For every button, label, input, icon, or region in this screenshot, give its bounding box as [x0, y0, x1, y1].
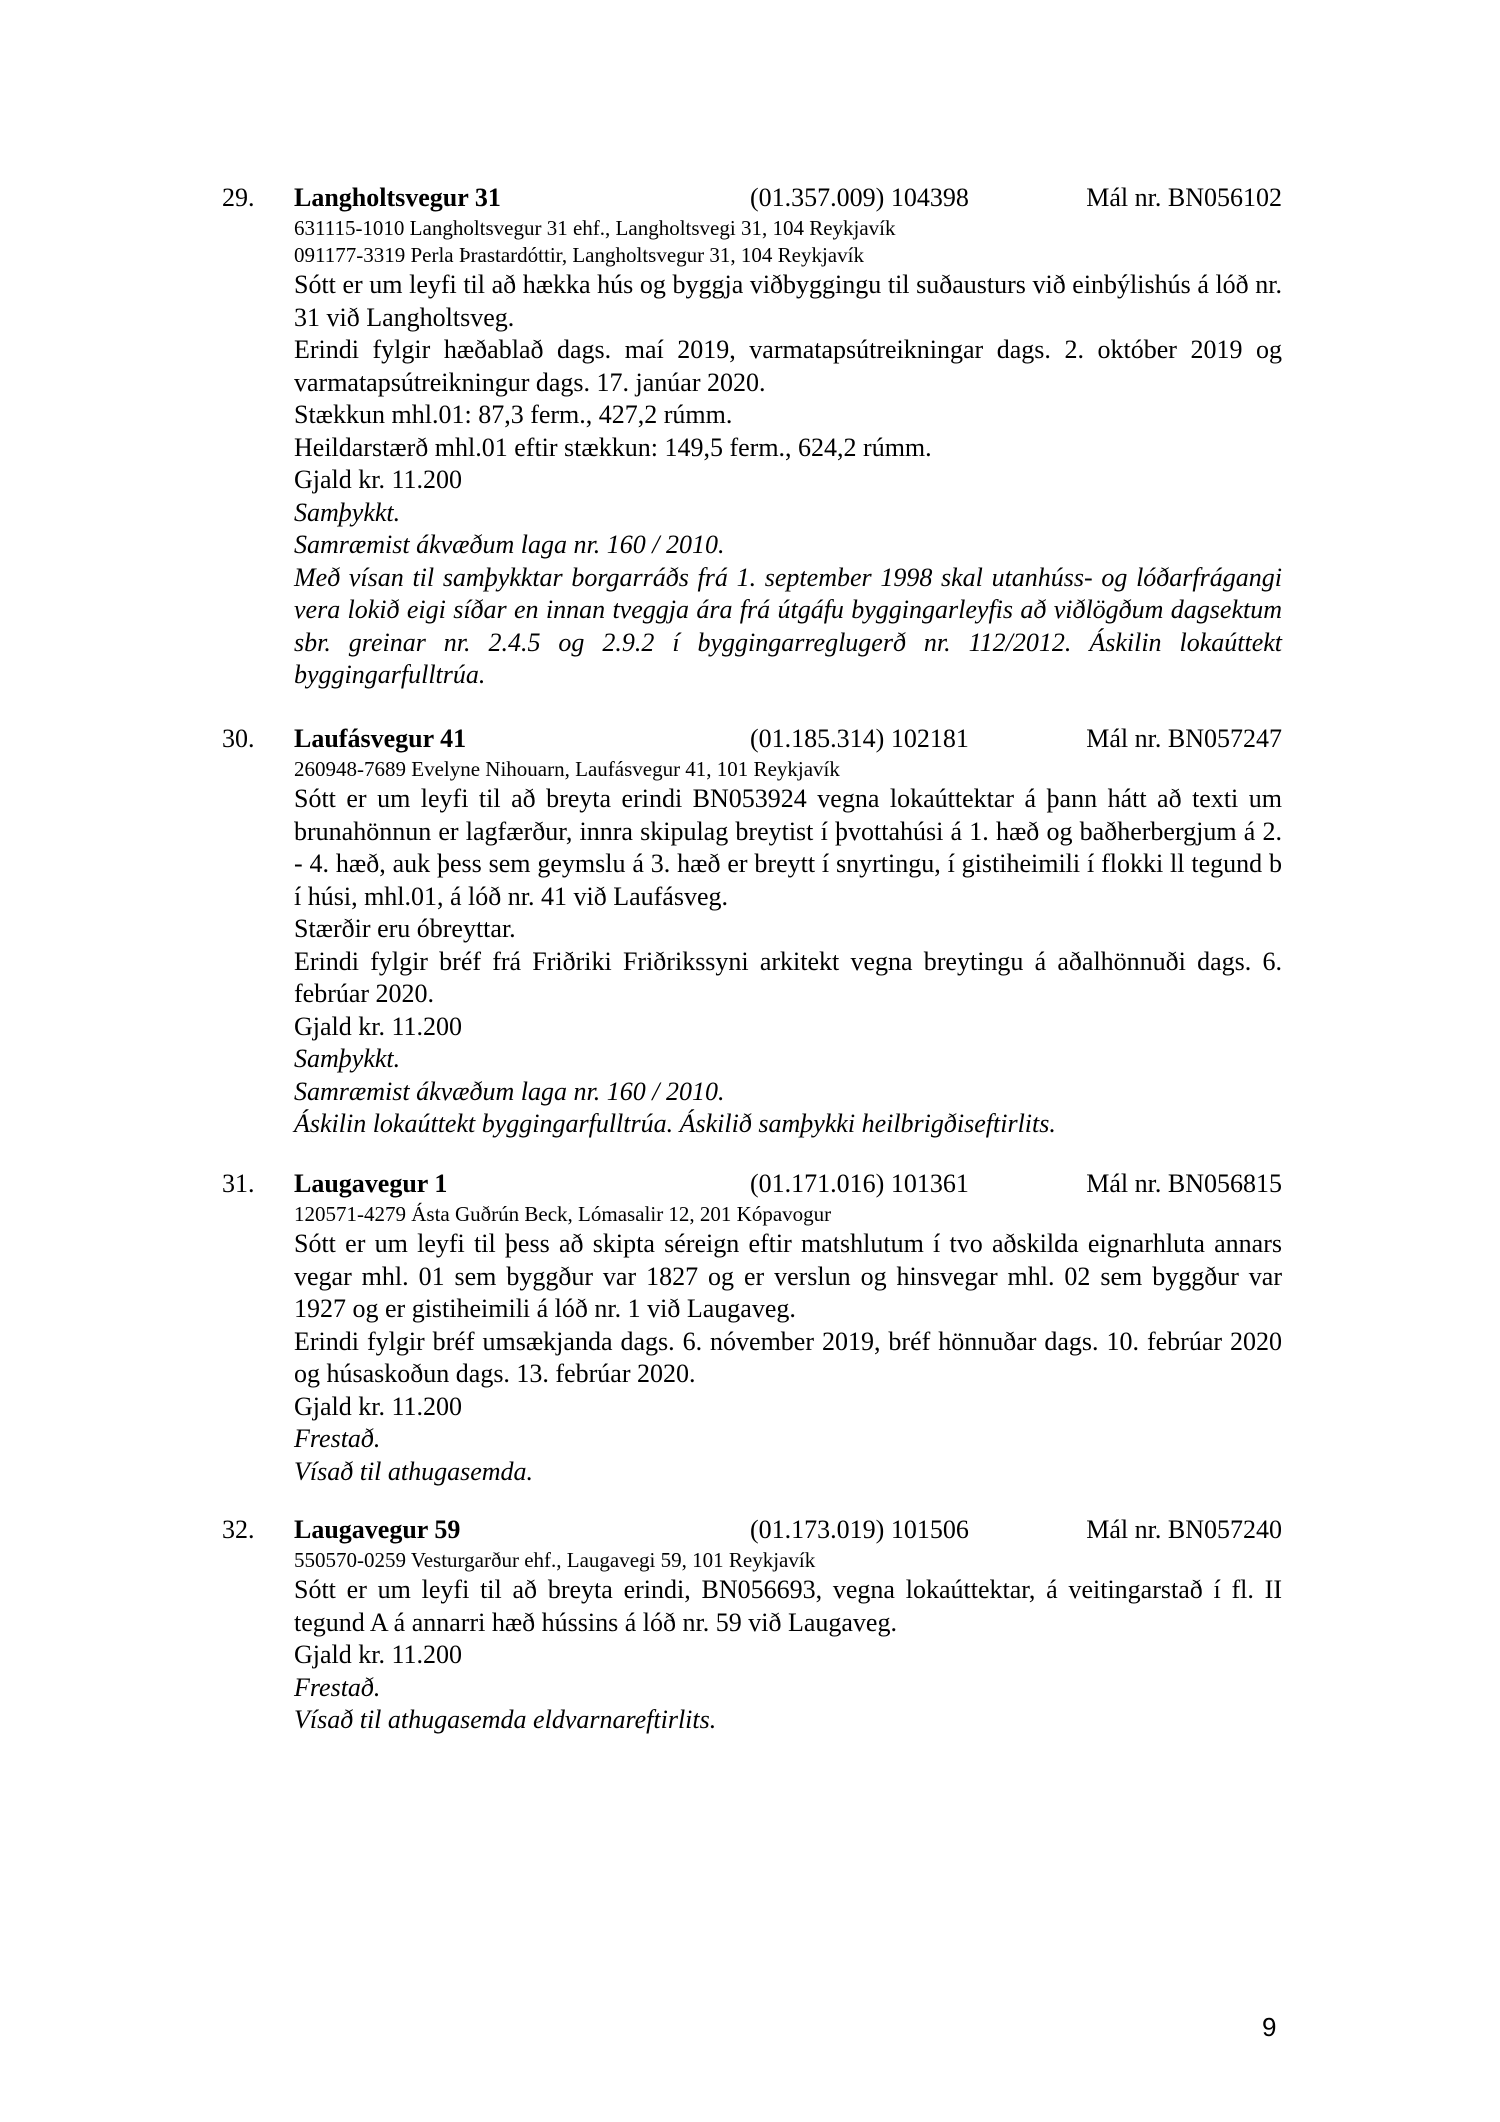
property-reference: (01.171.016) 101361: [750, 1169, 969, 1198]
property-address: Langholtsvegur 31: [294, 183, 501, 212]
description-paragraph: Sótt er um leyfi til að hækka hús og byggja viðbyggingu til suðausturs við einbýlishús á lóð nr. 31 við Langholtsveg.: [294, 270, 1282, 332]
applicant-line: 550570-0259 Vesturgarður ehf., Laugavegi 59, 101 Reykjavík: [294, 1548, 816, 1572]
fee-line: Gjald kr. 11.200: [294, 1640, 463, 1669]
case-item-32: [222, 1513, 1282, 1737]
decision-line: Vísað til athugasemda.: [294, 1456, 534, 1486]
description-paragraph: Sótt er um leyfi til að breyta erindi, BN056693, vegna lokaúttektar, á veitingarstað í fl. II tegund A á annarri hæð hússins á lóð nr. 59 við Laugaveg.: [294, 1575, 1282, 1637]
case-body: [294, 1547, 1282, 1737]
decision-line: Samræmist ákvæðum laga nr. 160 / 2010.: [294, 530, 725, 559]
item-number: 30.: [222, 724, 255, 753]
case-body: [294, 756, 1282, 1141]
decision-line: Áskilin lokaúttekt byggingarfulltrúa. Áskilið samþykki heilbrigðiseftirlits.: [294, 1109, 1056, 1138]
case-number: Mál nr. BN056102: [1086, 183, 1282, 212]
decision-line: Samþykkt.: [294, 497, 401, 527]
item-number: 31.: [222, 1169, 255, 1198]
description-paragraph: Heildarstærð mhl.01 eftir stækkun: 149,5 ferm., 624,2 rúmm.: [294, 432, 932, 462]
applicant-line: 260948-7689 Evelyne Nihouarn, Laufásvegur 41, 101 Reykjavík: [294, 757, 840, 781]
case-number: Mál nr. BN056815: [1086, 1169, 1282, 1198]
item-number: 29.: [222, 183, 255, 212]
description-paragraph: Erindi fylgir hæðablað dags. maí 2019, varmatapsútreikningar dags. 2. október 2019 og varmatapsútreikningur dags. 17. janúar 2020.: [294, 335, 1282, 397]
page-number: 9: [1262, 2012, 1277, 2042]
case-number: Mál nr. BN057240: [1086, 1515, 1282, 1544]
case-header: [222, 722, 1282, 756]
case-number: Mál nr. BN057247: [1086, 724, 1282, 753]
case-body: [294, 1201, 1282, 1488]
fee-line: Gjald kr. 11.200: [294, 1391, 463, 1421]
decision-line: Samþykkt.: [294, 1044, 401, 1073]
description-paragraph: Stærðir eru óbreyttar.: [294, 914, 516, 943]
description-paragraph: Erindi fylgir bréf frá Friðriki Friðrikssyni arkitekt vegna breytingu á aðalhönnuði dags. 6. febrúar 2020.: [294, 946, 1282, 1008]
applicant-line: 631115-1010 Langholtsvegur 31 ehf., Langholtsvegi 31, 104 Reykjavík: [294, 216, 896, 240]
case-header: [222, 1167, 1282, 1201]
case-body: [294, 215, 1282, 692]
decision-line: Samræmist ákvæðum laga nr. 160 / 2010.: [294, 1076, 725, 1106]
property-address: Laufásvegur 41: [294, 724, 467, 753]
description-paragraph: Sótt er um leyfi til þess að skipta séreign eftir matshlutum í tvo aðskilda eignarhluta annars vegar mhl. 01 sem byggður var 1827 og er verslun og hinsvegar mhl. 02 sem byggður var 1927 og er gistiheimili á lóð nr. 1 við Laugaveg.: [294, 1229, 1282, 1323]
case-item-31: [222, 1167, 1282, 1488]
property-reference: (01.185.314) 102181: [750, 724, 969, 753]
case-item-29: [222, 181, 1282, 692]
decision-line: Vísað til athugasemda eldvarnareftirlits.: [294, 1705, 717, 1734]
description-paragraph: Sótt er um leyfi til að breyta erindi BN053924 vegna lokaúttektar á þann hátt að texti um brunahönnun er lagfærður, innra skipulag breytist í þvottahúsi á 1. hæð og baðherbergjum á 2. - 4. hæð, auk þess sem geymslu á 3. hæð er breytt í snyrtingu, í gistiheimili í flokki ll tegund b í húsi, mhl.01, á lóð nr. 41 við Laufásveg.: [294, 784, 1282, 911]
description-paragraph: Erindi fylgir bréf umsækjanda dags. 6. nóvember 2019, bréf hönnuðar dags. 10. febrúar 2020 og húsaskoðun dags. 13. febrúar 2020.: [294, 1326, 1282, 1388]
case-item-30: [222, 722, 1282, 1141]
property-address: Laugavegur 59: [294, 1515, 461, 1544]
decision-line: Með vísan til samþykktar borgarráðs frá 1. september 1998 skal utanhúss- og lóðarfrágangi vera lokið eigi síðar en innan tveggja ára frá útgáfu byggingarleyfis að viðlögðum dagsektum sbr. greinar nr. 2.4.5 og 2.9.2 í byggingarreglugerð nr. 112/2012. Áskilin lokaúttekt byggingarfulltrúa.: [294, 562, 1282, 689]
decision-line: Frestað.: [294, 1672, 381, 1702]
applicant-line: 091177-3319 Perla Þrastardóttir, Langholtsvegur 31, 104 Reykjavík: [294, 243, 864, 267]
case-header: [222, 1513, 1282, 1547]
description-paragraph: Stækkun mhl.01: 87,3 ferm., 427,2 rúmm.: [294, 400, 733, 429]
case-header: [222, 181, 1282, 215]
property-reference: (01.357.009) 104398: [750, 183, 969, 212]
decision-line: Frestað.: [294, 1424, 381, 1453]
property-address: Laugavegur 1: [294, 1169, 448, 1198]
item-number: 32.: [222, 1515, 255, 1544]
applicant-line: 120571-4279 Ásta Guðrún Beck, Lómasalir 12, 201 Kópavogur: [294, 1202, 832, 1226]
fee-line: Gjald kr. 11.200: [294, 465, 463, 494]
fee-line: Gjald kr. 11.200: [294, 1011, 463, 1041]
property-reference: (01.173.019) 101506: [750, 1515, 969, 1544]
